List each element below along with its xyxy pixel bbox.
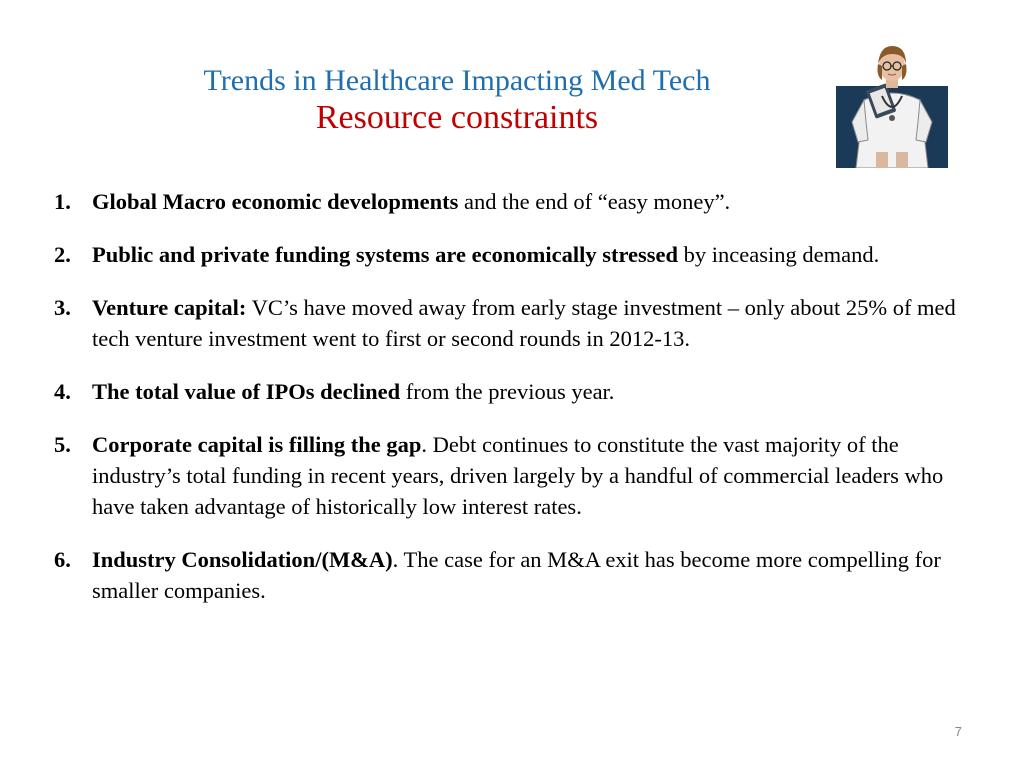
item-text	[92, 186, 964, 217]
item-body-text: and the end of “easy money”.	[458, 189, 731, 214]
list-item	[54, 239, 964, 270]
list-item	[54, 544, 964, 606]
item-bold-text: Venture capital:	[92, 295, 247, 320]
item-number: 5.	[54, 432, 71, 457]
item-body-text: VC’s have moved away from early stage investment – only about 25% of med tech venture investment went to first or second rounds in 2012-13.	[92, 295, 956, 351]
item-text	[92, 429, 964, 522]
item-number: 6.	[54, 547, 71, 572]
item-body-text: . Debt continues to constitute the vast majority of the industry’s total funding in recent years, driven largely by a handful of commercial leaders who have taken advantage of historically low interest rates.	[92, 432, 944, 519]
item-text	[92, 239, 964, 270]
list-item	[54, 429, 964, 522]
item-body-text: by inceasing demand.	[678, 242, 880, 267]
list-item	[54, 186, 964, 217]
item-text	[92, 292, 964, 354]
item-text	[92, 376, 964, 407]
doctor-with-clipboard-icon	[836, 42, 948, 168]
item-bold-text: Global Macro economic developments	[92, 189, 459, 214]
item-bold-text: The total value of IPOs declined	[92, 379, 401, 404]
list-item	[54, 376, 964, 407]
item-body-text: from the previous year.	[400, 379, 615, 404]
item-bold-text: Public and private funding systems are economically stressed	[92, 242, 679, 267]
item-text	[92, 544, 964, 606]
item-body-text: . The case for an M&A exit has become more compelling for smaller companies.	[92, 547, 941, 603]
slide-title	[100, 64, 814, 136]
item-number: 4.	[54, 379, 71, 404]
item-number: 1.	[54, 189, 71, 214]
title-line-1: Trends in Healthcare Impacting Med Tech	[203, 64, 711, 97]
numbered-list	[54, 186, 964, 628]
title-line-2: Resource constraints	[315, 99, 599, 136]
item-number: 3.	[54, 295, 71, 320]
item-bold-text: Industry Consolidation/(M&A)	[92, 547, 393, 572]
list-item	[54, 292, 964, 354]
item-bold-text: Corporate capital is filling the gap	[92, 432, 422, 457]
page-number: 7	[954, 724, 962, 739]
item-number: 2.	[54, 242, 71, 267]
